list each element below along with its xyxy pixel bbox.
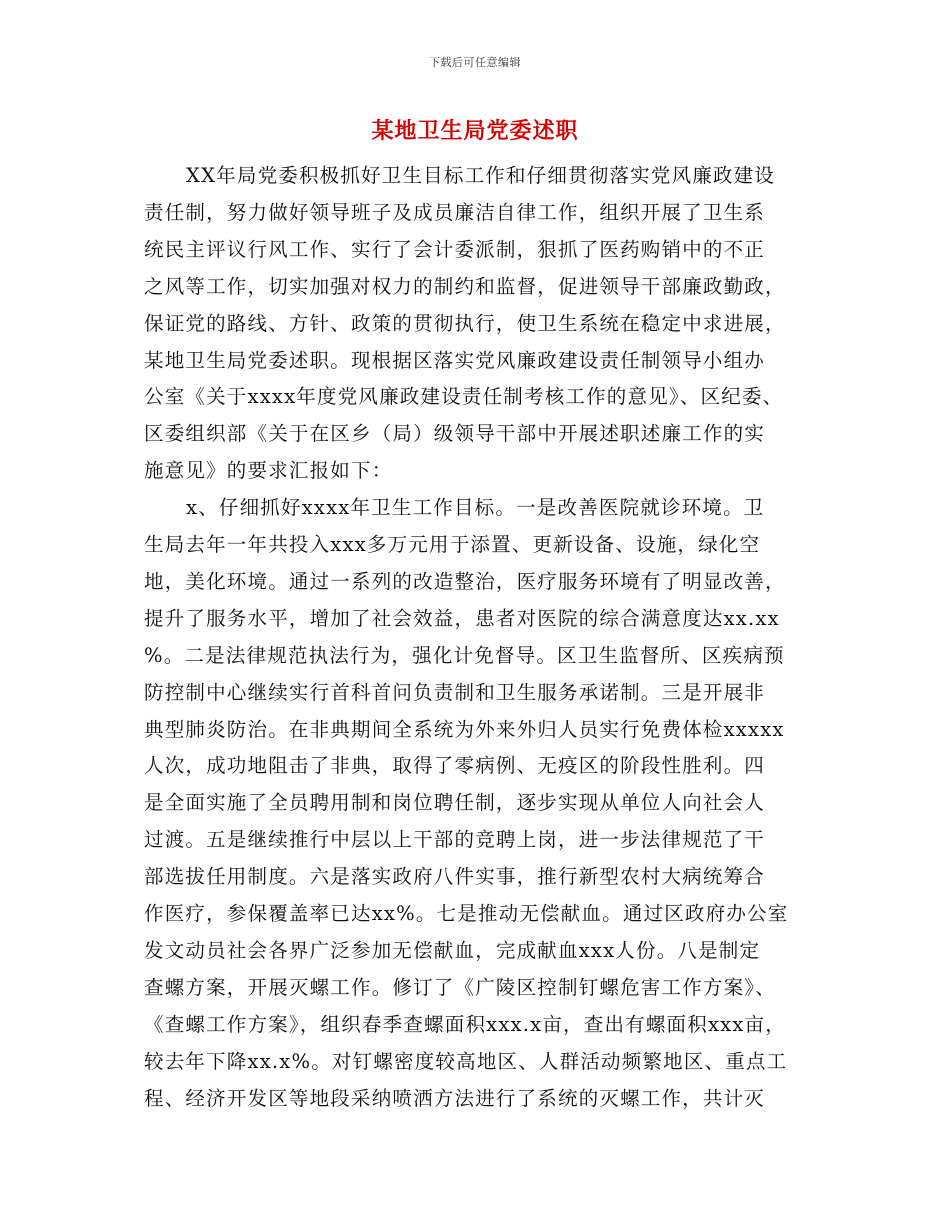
text-line: 之风等工作，切实加强对权力的制约和监督，促进领导干部廉政勤政， — [144, 274, 786, 298]
header-note: 下载后可任意编辑 — [429, 56, 521, 69]
text-line: 《查螺工作方案》，组织春季查螺面积xxx.x亩，查出有螺面积xxx亩， — [144, 1012, 786, 1036]
text-line: 施意见》的要求汇报如下： — [144, 459, 393, 483]
text-line: 人次，成功地阻击了非典，取得了零病例、无疫区的阶段性胜利。四 — [144, 754, 766, 778]
text-line: 发文动员社会各界广泛参加无偿献血，完成献血xxx人份。八是制定 — [144, 938, 761, 962]
document-title: 某地卫生局党委述职 — [371, 118, 579, 144]
text-line: x、仔细抓好xxxx年卫生工作目标。一是改善医院就诊环境。卫 — [186, 496, 765, 520]
text-line: 地，美化环境。通过一系列的改造整治，医疗服务环境有了明显改善， — [144, 569, 786, 593]
text-line: 生局去年一年共投入xxx多万元用于添置、更新设备、设施，绿化空 — [144, 533, 761, 556]
text-line: 某地卫生局党委述职。现根据区落实党风廉政建设责任制领导小组办 — [144, 348, 766, 372]
text-line: 公室《关于xxxx年度党风廉政建设责任制考核工作的意见》、区纪委、 — [144, 385, 784, 409]
text-line: 统民主评议行风工作、实行了会计委派制，狠抓了医药购销中的不正 — [144, 237, 766, 261]
text-line: XX年局党委积极抓好卫生目标工作和仔细贯彻落实党风廉政建设 — [186, 164, 776, 187]
text-line: 查螺方案，开展灭螺工作。修订了《广陵区控制钉螺危害工作方案》、 — [144, 975, 776, 999]
text-line: 是全面实施了全员聘用制和岗位聘任制，逐步实现从单位人向社会人 — [144, 791, 766, 815]
text-line: 区委组织部《关于在区乡（局）级领导干部中开展述职述廉工作的实 — [144, 422, 766, 446]
text-line: %。二是法律规范执法行为，强化计免督导。区卫生监督所、区疾病预 — [144, 643, 785, 667]
text-line: 程、经济开发区等地段采纳喷洒方法进行了系统的灭螺工作，共计灭 — [144, 1086, 766, 1110]
text-line: 提升了服务水平，增加了社会效益，患者对医院的综合满意度达xx.xx — [144, 606, 780, 630]
text-line: 较去年下降xx.x%。对钉螺密度较高地区、人群活动频繁地区、重点工 — [144, 1049, 788, 1073]
text-line: 责任制，努力做好领导班子及成员廉洁自律工作，组织开展了卫生系 — [144, 200, 766, 224]
text-line: 过渡。五是继续推行中层以上干部的竞聘上岗，进一步法律规范了干 — [144, 828, 766, 852]
text-line: 防控制中心继续实行首科首问负责制和卫生服务承诺制。三是开展非 — [144, 680, 766, 704]
text-line: 作医疗，参保覆盖率已达xx%。七是推动无偿献血。通过区政府办公室 — [144, 902, 789, 925]
text-line: 保证党的路线、方针、政策的贯彻执行，使卫生系统在稳定中求进展， — [144, 311, 786, 335]
text-line: 典型肺炎防治。在非典期间全系统为外来外归人员实行免费体检xxxxx — [144, 717, 785, 741]
text-line: 部选拔任用制度。六是落实政府八件实事，推行新型农村大病统筹合 — [144, 865, 766, 889]
